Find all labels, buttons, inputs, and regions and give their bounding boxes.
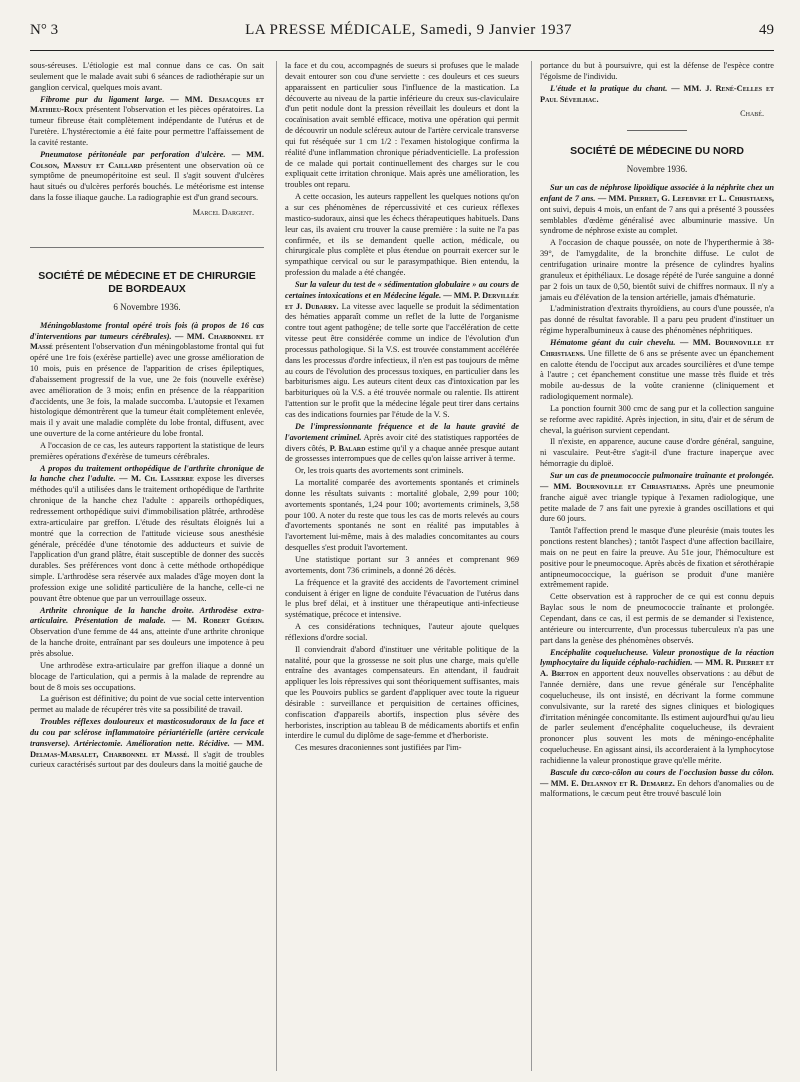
report-authors: — MM. E. Delannoy et R. Demarez. [540, 778, 675, 788]
society-date: Novembre 1936. [626, 164, 688, 175]
section-divider [30, 237, 264, 248]
column-1 [30, 61, 264, 1071]
report-title: Sur un cas de néphrose lipoïdique associée à la néphrite chez un enfant de 7 ans. [540, 183, 774, 203]
paragraph: Ces mesures draconiennes sont justifiées par l'im- [295, 743, 462, 753]
paragraph: sous-séreuses. L'étiologie est mal connue dans ce cas. On sait seulement que le malade avait subi 6 séances de radiothérapie sur un ganglion cervical, quelques mois avant. [30, 61, 264, 92]
report-bascule [540, 768, 774, 801]
report-authors: — MM. Bournoville et Christiaens. [540, 337, 774, 358]
report-authors: — M. Robert Guérin. [172, 616, 264, 626]
signature: Chabé. [740, 109, 764, 119]
paragraph: Une statistique portant sur 3 années et comprenant 969 avortements, dont 736 criminels, a donné 26 décès. [285, 554, 519, 575]
paragraph: Or, les trois quarts des avortements sont criminels. [295, 466, 464, 476]
report-authors: — MM. Pierret, G. Lefebvre et L. Christiaens, [597, 193, 774, 203]
report-title: Arthrite chronique de la hanche droite. Arthrodèse extra-articulaire. Présentation de malade. [30, 605, 264, 626]
report-title: Sur la valeur du test de « sédimentation globulaire » au cours de certaines intoxications et en Médecine légale. [285, 279, 519, 300]
society-date: 6 Novembre 1936. [113, 301, 181, 312]
report-authors: — MM. Desjacques et Mathieu-Roux [30, 94, 264, 115]
report-authors: P. Balard [329, 443, 366, 453]
issue-number: N° 3 [30, 22, 59, 38]
paragraph: La ponction fournit 300 cmc de sang pur et la collection sanguine se reforme avec rapidité. Après injection, in situ, d'air et de sérum de cheval, la guérison survient cependant. [540, 403, 774, 435]
report-title: A propos du traitement orthopédique de l'arthrite chronique de la hanche chez l'adulte. [30, 463, 264, 484]
paragraph: La fréquence et la gravité des accidents de l'avortement criminel conduisent à ériger en ligne de conduite l'évacuation de l'utérus dans le plus bref délai, et à instituer une thérapeutique anti-infectieuse systématique, précoce et intensive. [285, 577, 519, 620]
report-avortement [285, 422, 519, 465]
column-3 [531, 61, 774, 1071]
report-authors: — MM. P. Dervillée et J. Dubarry. [285, 290, 519, 311]
report-text: Après avoir cité des statistiques rapportées de divers côtés, [285, 432, 519, 453]
report-text: expose les diverses méthodes qu'il a utilisées dans le traitement orthopédique de l'arthrite chronique de la hanche chez l'adulte : appareils orthopédiques, redressement orthopédique suivi d'immobilisation plâtrée, arthrodèse extra-articulaire par greffon. L'étude des résultats éloignés lui a montré que la correction de l'attitude vicieuse sous anesthésie générale, précédée d'une ténotomie des adducteurs et suivie de l'application d'un grand plâtre, était susceptible de donner des succès durables. Ses préférences vont donc à cette méthode orthopédique simple. L'arthrodèse sera réservée aux malades d'âge moyen dont la profession exige une solidité particulière de la hanche, celle-ci ne pouvant être obtenue que par un verrouillage osseux. [30, 474, 264, 603]
report-title: Méningoblastome frontal opéré trois fois (à propos de 16 cas d'interventions par tumeurs cérébrales). [30, 320, 264, 341]
report-pneumatose [30, 150, 264, 204]
paragraph: A l'occasion de chaque poussée, on note de l'hyperthermie à 38-39°, de l'amygdalite, de la bronchite diffuse. Le culot de centrifugation urinaire montre la présence de cylindres hyalins granuleux et épithéliaux. Le dosage répété de l'urée sanguine a donné par 2 fois un taux de 0,50, bientôt suivi de chiffres normaux. Il n'y a jamais eu d'élévation de la tension artérielle, jamais d'hématurie. [540, 238, 774, 302]
paragraph: Il conviendrait d'abord d'instituer une véritable politique de la natalité, pour que la grossesse ne soit plus une charge, mais qu'elle entraîne des avantages compensateurs. En attendant, il faudrait appliquer les lois répressives qui sont théoriquement suffisantes, mais que les Pouvoirs publics se gardent d'appliquer avec toute la rigueur désirable : surveillance et perquisition de certaines officines, confiscation d'appareils abortifs, inspection plus sévère des herboristes, inscription au tableau B de médicaments abortifs et enfin interdire le cumul du diplôme de sage-femme et d'herboriste. [285, 644, 519, 741]
paragraph: A l'occasion de ce cas, les auteurs rapportent la statistique de leurs premières opérations d'exérèse de tumeurs cérébrales. [30, 440, 264, 461]
report-pneumococcie [540, 471, 774, 525]
issue-date: Samedi, 9 Janvier 1937 [420, 22, 572, 38]
running-header [30, 22, 774, 51]
section-divider [627, 130, 687, 131]
report-text: présentent l'observation d'un méningoblastome frontal qui fut opéré une 1re fois (exérèse partielle) avec une grosse amélioration de 10 mois, puis en présence de l'apparition de crises épileptiques, d'abaissement progressif de la vue, une 2e fois (nouvelle exérèse) avec amélioration de 3 mois; enfin en présence de la réapparition d'accidents, une 3e fois, la malade succomba. L'autopsie et l'examen histologique démontrèrent que la tumeur était complètement enlevée, mais il y avait une maladie complète du lobe frontal, diffusent, avec une ouverture de la corne antérieure du lobe frontal. [30, 342, 264, 439]
paragraph: Tantôt l'affection prend le masque d'une pleurésie (mais toutes les ponctions restent blanches) ; tantôt l'aspect d'une affection bacillaire, mais on ne peut en faire la preuve. Au 51e jour, l'hémoculture est positive pour le pneumocoque. Après abcès de fixation et sérothérapie antipneumococcique, la guérison se produit d'une manière extrêmement rapide. [540, 526, 774, 590]
report-title: De l'impressionnante fréquence et de la haute gravité de l'avortement criminel. [285, 421, 519, 442]
article-columns [30, 61, 774, 1071]
report-text: Une fillette de 6 ans se présente avec un épanchement en calotte étendu de l'occiput aux arcades sourcilières et d'une tempe à l'autre ; cet épanchement constitue une masse très fluide et très mobile au-dessus de la voûte cranienne (cliniquement et radiologiquement normale). [540, 348, 774, 402]
paragraph: A cette occasion, les auteurs rappellent les quelques notions qu'on a sur ces phénomènes de répercussivité et ces curieux réflexes mastico-sudoraux, ainsi que les échecs thérapeutiques habituels. Dans leur cas, ils avaient cru trouver la cause première : la suite ne l'a pas confirmée, et ils se demandent quelle action, médicale, ou chirurgicale plus complète et plus étendue on pourrait exercer sur le sympathique cervical ou sur le parasympathique. Bien entendu, la profession du malade a été changée. [285, 192, 519, 278]
report-encephalite [540, 648, 774, 767]
report-text: ont suivi, depuis 4 mois, un enfant de 7 ans qui a présenté 3 poussées semblables d'œdème généralisé avec albuminurie massive. Un syndrome de néphrose existe au complet. [540, 204, 774, 236]
report-text: Observation d'une femme de 44 ans, atteinte d'une arthrite chronique de la hanche droite, entraînant par ses douleurs une impotence à peu près absolue. [30, 627, 264, 658]
paragraph: la face et du cou, accompagnés de sueurs si profuses que le malade devait entourer son cou d'une serviette : ces douleurs et ces sueurs apparaissent en particulier sous l'influence de la mastication. La découverte au niveau de la partie inférieure du creux sus-claviculaire d'un petit nodule dont la pression réveillait les douleurs et dont la cocaïnisation avait semblé efficace, motiva une opération qui permit de découvrir un nodule scléreux autour de l'artère cervicale transverse qui fut réséquée sur 1 cm 1/2 : l'examen histologique confirma la réalité d'une inflammation chronique périadventicielle. La profession de ce malade qui portait continuellement des charges sur le cou expliquait cette irritation chronique. Mais après une amélioration, les troubles ont reparu. [285, 61, 519, 190]
signature: Marcel Dargent. [192, 207, 254, 217]
report-text: en apportent deux nouvelles observations : au début de l'année dernière, dans une revue générale sur l'encéphalite coquelucheuse, ils ont insisté, en décrivant la forme commune convulsivante, sur la rareté des signes cliniques et biologiques d'irritation méningée concomitante. Ils estiment aujourd'hui qu'au lieu de parler seulement d'encéphalite coquelucheuse, ils devraient prononcer plus souvent les mots de méningo-encéphalite coquelucheuse. En agissant ainsi, ils accorderaient à la lymphocytose rachidienne la valeur pronostique grave qu'elle mérite. [540, 669, 774, 765]
page-number: 49 [758, 22, 774, 38]
report-text: présentent l'observation et les pièces opératoires. La tumeur fibreuse était complètement indépendante de l'utérus et de l'uretère. L'hystérectomie a été faite pour permettre l'affaissement de la cavité restante. [30, 105, 264, 147]
column-2 [276, 61, 519, 1071]
report-chant [540, 84, 774, 106]
report-hematome [540, 338, 774, 403]
report-fibrome [30, 95, 264, 149]
report-sedimentation [285, 280, 519, 421]
paragraph: Une arthrodèse extra-articulaire par greffon iliaque a donné un blocage de l'articulation, qui a permis à la malade de reprendre au bout de 8 mois ses occupations. [30, 660, 264, 692]
paragraph: A ces considérations techniques, l'auteur ajoute quelques réflexions d'ordre social. [285, 622, 519, 642]
report-authors: — MM. Delmas-Marsalet, Charbonnel et Massé. [30, 738, 264, 759]
report-nephrose [540, 183, 774, 237]
society-heading: SOCIÉTÉ DE MÉDECINE ET DE CHIRURGIE DE BORDEAUX [38, 269, 256, 295]
report-text: En dehors d'anomalies ou de malformations, le cæcum peut être trouvé basculé loin [540, 778, 774, 799]
journal-title-date: LA PRESSE MÉDICALE, Samedi, 9 Janvier 1937 [245, 22, 572, 38]
report-title: Sur un cas de pneumococcie pulmonaire traînante et prolongée. [550, 471, 774, 480]
report-text: Après une pneumonie franche aiguë avec triangle typique à l'examen radiologique, une petite malade de 7 ans fait une pyrexie à grandes oscillations et qui dure 60 jours. [540, 481, 774, 524]
report-text: Il s'agit de troubles curieux caractérisés surtout par des douleurs dans la moitié gauche de [30, 749, 264, 770]
report-arthrite-orthopedique [30, 464, 264, 605]
report-arthrite-hanche [30, 606, 264, 660]
report-text: estime qu'il y a chaque année presque autant de grossesses interrompues que de celles qu'on laisse arriver à terme. [285, 443, 519, 464]
report-authors: — MM. Charbonnel et Massé [30, 331, 264, 352]
report-troubles-reflexes [30, 717, 264, 771]
report-authors: — MM. Colson, Mansuy et Caillard [30, 149, 264, 170]
report-text: La vitesse avec laquelle se produit la sédimentation des hématies apparaît comme un reflet de la lutte de l'organisme contre tout agent pathogène; de telle sorte que l'accélération de cette vitesse peut être considérée comme un indice de l'évolution d'un processus pathologique. Si la V.S. est trouvée constamment accélérée dans les processus d'ordre infectieux, il n'en est pas toujours de même au cours de l'évolution des processus toxiques, en particulier dans les barbiturismes aigu. Les auteurs citent deux cas d'intoxication par les barbituriques où la V.S. a été trouvée normale ou ralentie. Ils attirent l'attention sur le profit que la médecine légale peut tirer dans certains cas des indications fournies par l'étude de la V. S. [285, 301, 519, 419]
paragraph: Cette observation est à rapprocher de ce qui est connu depuis Baylac sous le nom de pneumococcie traînante et prolongée. Cependant, dans ce cas, il est permis de se demander si l'existence, antérieure ou intercurrente, d'un processus tuberculeux n'a pas une part dans la genèse des phénomènes observés. [540, 592, 774, 645]
report-text: présentent une observation où ce symptôme de pneumopéritoine est seul. Il s'agit souvent d'ulcères haut situés ou d'ulcères perforés bouchés. Le météorisme est intense dans la fosse iliaque gauche. La radiographie est d'un grand secours. [30, 160, 264, 203]
report-title: Encéphalite coquelucheuse. Valeur pronostique de la réaction lymphocytaire du liquide céphalo-rachidien. [540, 647, 774, 668]
report-title: Fibrome pur du ligament large. [40, 94, 165, 104]
journal-name: LA PRESSE MÉDICALE [245, 22, 412, 38]
paragraph: portance du but à poursuivre, qui est la défense de l'espèce contre l'égoïsme de l'individu. [540, 61, 774, 81]
report-authors: — MM. J. René-Celles et Paul Séveilhac. [540, 83, 774, 104]
report-title: Hématome géant du cuir chevelu. [550, 337, 676, 347]
report-title: L'étude et la pratique du chant. [550, 83, 668, 93]
report-title: Bascule du cæco-côlon au cours de l'occlusion basse du côlon. [550, 767, 774, 777]
paragraph: Il n'existe, en apparence, aucune cause d'ordre général, sanguine, ni vasculaire. Peut-être s'agit-il d'une fracture inaperçue avec hémorragie du diploë. [540, 437, 774, 469]
paragraph: La mortalité comparée des avortements spontanés et criminels donne les résultats suivants : mortalité globale, 2,99 pour 100; avortements spontanés, 1,24 pour 100; avortements criminels, 3,58 pour 100. A noter du reste que tous les cas de morts relevés au cours d'avortements spontanés ne sont en réalité pas imputables à l'avortement lui-même, mais à des maladies concomitantes au cours desquelles s'est produit l'avortement. [285, 478, 519, 553]
report-authors: — MM. R. Pierret et A. Breton [540, 658, 774, 679]
report-meningoblastome [30, 321, 264, 440]
report-authors: — M. Ch. Lasserre [119, 474, 194, 484]
report-title: Pneumatose péritonéale par perforation d'ulcère. [40, 149, 226, 159]
paragraph: La guérison est définitive; du point de vue social cette intervention permet au malade de récupérer très vite sa possibilité de travail. [30, 694, 264, 715]
society-heading: SOCIÉTÉ DE MÉDECINE DU NORD [570, 145, 744, 158]
paragraph: L'administration d'extraits thyroïdiens, au cours d'une poussée, n'a pas donné de résultat favorable. Il a paru peu prudent d'instituer un régime hyperalbumineux à cause des phénomènes néphritiques. [540, 304, 774, 336]
report-authors: — MM. Bournoville et Chriastiaens. [540, 481, 691, 491]
report-title: Troubles réflexes douloureux et masticosudoraux de la face et du cou par sclérose inflammatoire périartérielle (artère cervicale transverse). Artériectomie. Amélioration nette. Récidive. [30, 717, 264, 748]
